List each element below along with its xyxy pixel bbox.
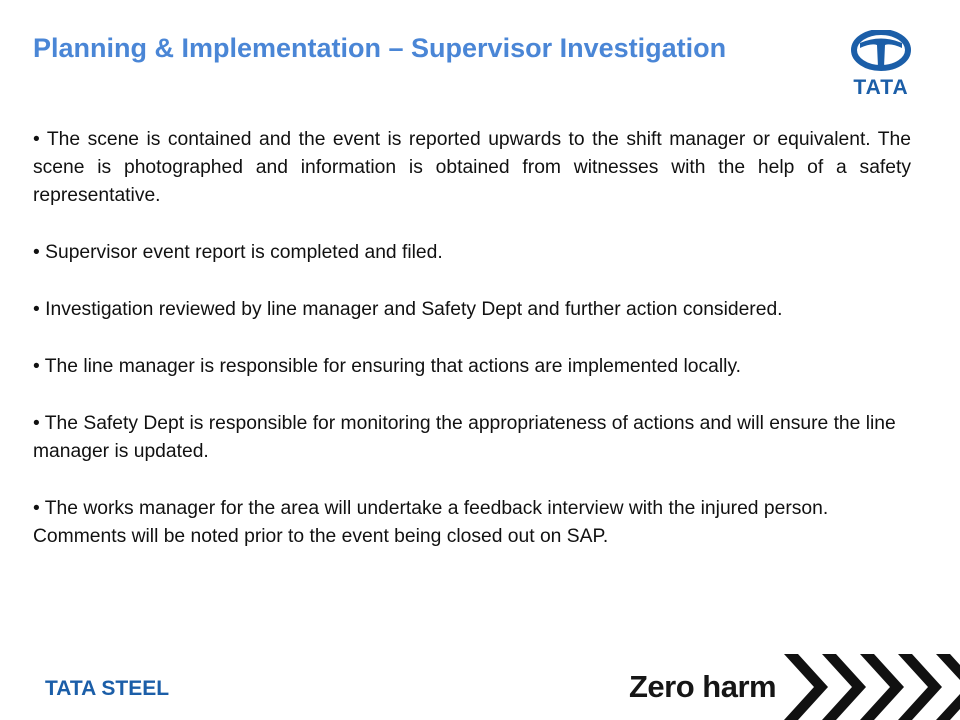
zero-harm-tagline: Zero harm <box>629 669 777 704</box>
tata-logo <box>844 30 918 96</box>
bullet-item: • The works manager for the area will undertake a feedback interview with the injured person. Comments will be noted prior to the event being closed out on SAP. <box>33 498 829 547</box>
slide-title: Planning & Implementation – Supervisor Investigation <box>33 33 727 63</box>
bullet-item: • The scene is contained and the event is reported upwards to the shift manager or equivalent. The scene is photographed and information is obtained from witnesses with the help of a safety representative. <box>33 129 911 206</box>
tata-emblem-icon <box>854 32 908 68</box>
bullet-item: • The Safety Dept is responsible for monitoring the appropriateness of actions and will ensure the line manager is updated. <box>33 413 896 462</box>
tata-steel-text: TATA STEEL <box>45 677 170 699</box>
bullet-list <box>33 126 911 580</box>
tata-logo-text: TATA <box>853 76 909 96</box>
chevrons-icon <box>784 654 960 720</box>
bullet-item: • Supervisor event report is completed and filed. <box>33 242 443 263</box>
bullet-item: • Investigation reviewed by line manager and Safety Dept and further action considered. <box>33 299 783 320</box>
tata-steel-logo <box>45 675 195 699</box>
bullet-item: • The line manager is responsible for ensuring that actions are implemented locally. <box>33 356 742 377</box>
